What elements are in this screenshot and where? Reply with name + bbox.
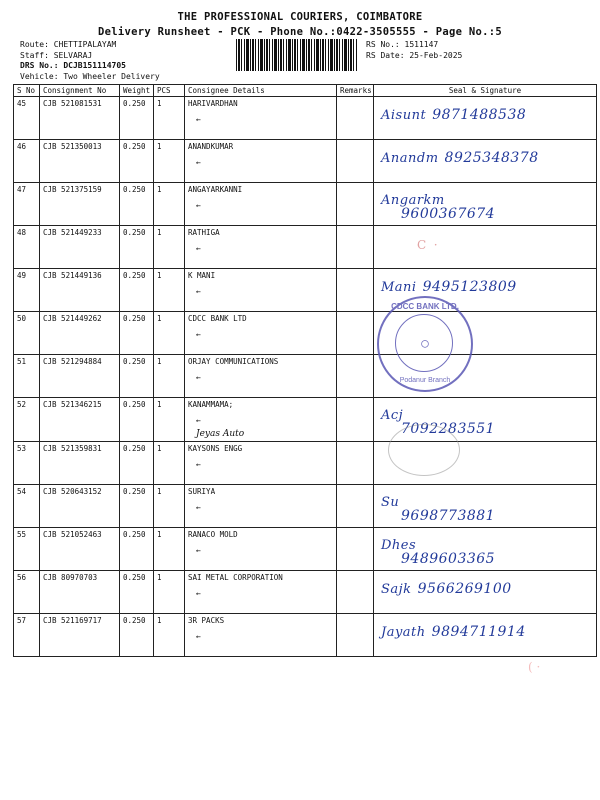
table-row xyxy=(14,269,597,312)
signature-name: Jayath xyxy=(381,625,426,640)
cell-pcs: 1 xyxy=(154,398,185,442)
col-remarks: Remarks xyxy=(337,85,374,97)
table-row xyxy=(14,355,597,398)
table-row xyxy=(14,528,597,571)
consignee-name: KANAMMAMA; xyxy=(188,400,234,409)
cell-weight: 0.250 xyxy=(120,97,154,140)
consignee-handwritten-note: Jeyas Auto xyxy=(196,429,245,439)
cell-sno: 53 xyxy=(14,442,40,485)
cell-pcs: 1 xyxy=(154,355,185,398)
red-ink-mark: ( · xyxy=(528,660,541,674)
signature-phone: 9698773881 xyxy=(401,508,496,524)
cell-pcs: 1 xyxy=(154,528,185,571)
signature-name: Aisunt xyxy=(381,108,427,123)
handwritten-signature xyxy=(381,107,593,123)
table-row xyxy=(14,312,597,355)
cell-remarks xyxy=(337,140,374,183)
runsheet-table xyxy=(13,84,597,657)
cell-consignee xyxy=(185,97,337,140)
company-title: THE PROFESSIONAL COURIERS, COIMBATORE xyxy=(177,11,423,23)
signature-phone: 8925348378 xyxy=(444,150,539,166)
cell-remarks xyxy=(337,269,374,312)
cell-pcs: 1 xyxy=(154,269,185,312)
cell-sno: 48 xyxy=(14,226,40,269)
tick-mark-icon: ← xyxy=(196,158,201,167)
cell-weight: 0.250 xyxy=(120,140,154,183)
cell-signature xyxy=(374,226,597,269)
signature-name: Anandm xyxy=(381,151,439,166)
cell-remarks xyxy=(337,528,374,571)
col-pcs: PCS xyxy=(154,85,185,97)
barcode xyxy=(236,39,358,71)
cell-consignment-no: CJB 521052463 xyxy=(40,528,120,571)
col-consignee: Consignee Details xyxy=(185,85,337,97)
cell-signature xyxy=(374,614,597,657)
cell-remarks xyxy=(337,97,374,140)
table-row xyxy=(14,398,597,442)
handwritten-signature xyxy=(381,495,593,524)
consignee-name: RANACO MOLD xyxy=(188,530,238,539)
staff-label: Staff: SELVARAJ xyxy=(20,50,93,60)
signature-phone: 9871488538 xyxy=(432,107,527,123)
cell-sno: 52 xyxy=(14,398,40,442)
cell-pcs: 1 xyxy=(154,614,185,657)
signature-name: Angarkm xyxy=(381,193,445,208)
cell-consignee xyxy=(185,140,337,183)
cell-weight: 0.250 xyxy=(120,485,154,528)
cell-signature xyxy=(374,571,597,614)
cell-consignment-no: CJB 521375159 xyxy=(40,183,120,226)
signature-phone: 9894711914 xyxy=(431,624,526,640)
cell-consignee xyxy=(185,485,337,528)
cell-signature xyxy=(374,528,597,571)
route-label: Route: CHETTIPALAYAM xyxy=(20,40,117,49)
tick-mark-icon: ← xyxy=(196,201,201,210)
signature-name: Su xyxy=(381,495,400,510)
rs-number: RS No.: 1511147 xyxy=(366,40,439,49)
handwritten-signature xyxy=(381,624,593,640)
cell-sno: 49 xyxy=(14,269,40,312)
cell-consignee xyxy=(185,226,337,269)
cell-consignee xyxy=(185,183,337,226)
cell-remarks xyxy=(337,398,374,442)
table-row xyxy=(14,140,597,183)
vehicle-label: Vehicle: Two Wheeler Delivery xyxy=(20,71,160,81)
cell-pcs: 1 xyxy=(154,226,185,269)
table-body xyxy=(14,97,597,657)
signature-name: Acj xyxy=(381,408,404,423)
consignee-name: K MANI xyxy=(188,271,216,280)
tick-mark-icon: ← xyxy=(196,244,201,253)
consignee-name: RATHIGA xyxy=(188,228,220,237)
table-row xyxy=(14,614,597,657)
table-row xyxy=(14,442,597,485)
faint-seal-stamp xyxy=(388,424,460,476)
cell-weight: 0.250 xyxy=(120,226,154,269)
cell-weight: 0.250 xyxy=(120,442,154,485)
cell-remarks xyxy=(337,571,374,614)
cell-consignee xyxy=(185,269,337,312)
table-row xyxy=(14,485,597,528)
table-row xyxy=(14,571,597,614)
runsheet-meta-right xyxy=(366,40,462,61)
cell-signature xyxy=(374,97,597,140)
cell-pcs: 1 xyxy=(154,442,185,485)
cell-sno: 57 xyxy=(14,614,40,657)
cell-pcs: 1 xyxy=(154,183,185,226)
consignee-name: CDCC BANK LTD xyxy=(188,314,247,323)
consignee-name: ANGAYARKANNI xyxy=(188,185,243,194)
cell-sno: 56 xyxy=(14,571,40,614)
handwritten-signature xyxy=(381,279,593,295)
signature-phone: 9489603365 xyxy=(401,551,496,567)
consignee-name: KAYSONS ENGG xyxy=(188,444,243,453)
cell-remarks xyxy=(337,183,374,226)
cell-sno: 46 xyxy=(14,140,40,183)
runsheet-title: Delivery Runsheet - PCK - Phone No.:0422-3505555 - Page No.:5 xyxy=(98,26,502,38)
cell-weight: 0.250 xyxy=(120,528,154,571)
cell-consignee xyxy=(185,398,337,442)
cell-consignment-no: CJB 521081531 xyxy=(40,97,120,140)
cell-sno: 50 xyxy=(14,312,40,355)
signature-phone: 7092283551 xyxy=(401,421,496,437)
cell-weight: 0.250 xyxy=(120,355,154,398)
cell-signature xyxy=(374,485,597,528)
tick-mark-icon: ← xyxy=(196,416,201,425)
consignee-name: ANANDKUMAR xyxy=(188,142,234,151)
signature-phone: 9495123809 xyxy=(422,279,517,295)
col-seal-signature: Seal & Signature xyxy=(374,85,597,97)
tick-mark-icon: ← xyxy=(196,632,201,641)
drs-number: DRS No.: DCJB151114705 xyxy=(20,61,126,70)
table-header-row xyxy=(14,85,597,97)
consignee-name: SAI METAL CORPORATION xyxy=(188,573,283,582)
consignee-name: HARIVARDHAN xyxy=(188,99,238,108)
tick-mark-icon: ← xyxy=(196,115,201,124)
cell-pcs: 1 xyxy=(154,312,185,355)
consignee-name: 3R PACKS xyxy=(188,616,225,625)
signature-name: Dhes xyxy=(381,538,417,553)
cell-remarks xyxy=(337,485,374,528)
cell-pcs: 1 xyxy=(154,571,185,614)
tick-mark-icon: ← xyxy=(196,330,201,339)
cell-remarks xyxy=(337,614,374,657)
cell-consignment-no: CJB 521449136 xyxy=(40,269,120,312)
table-row xyxy=(14,183,597,226)
tick-mark-icon: ← xyxy=(196,460,201,469)
signature-phone: 9566269100 xyxy=(417,581,512,597)
cell-remarks xyxy=(337,442,374,485)
stamp-bottom-text: Podanur Branch xyxy=(399,377,451,384)
cell-weight: 0.250 xyxy=(120,312,154,355)
handwritten-signature xyxy=(381,193,593,222)
cell-sno: 47 xyxy=(14,183,40,226)
col-weight: Weight xyxy=(120,85,154,97)
cell-consignment-no: CJB 521449233 xyxy=(40,226,120,269)
cell-sno: 45 xyxy=(14,97,40,140)
cell-weight: 0.250 xyxy=(120,398,154,442)
cell-consignee xyxy=(185,312,337,355)
consignee-name: SURIYA xyxy=(188,487,216,496)
handwritten-signature xyxy=(381,150,593,166)
runsheet-meta-left xyxy=(20,40,160,82)
faint-red-mark: C · xyxy=(417,238,438,252)
cell-consignment-no: CJB 521169717 xyxy=(40,614,120,657)
cell-consignment-no: CJB 521294884 xyxy=(40,355,120,398)
cell-sno: 55 xyxy=(14,528,40,571)
stamp-top-text: CDCC BANK LTD. xyxy=(391,302,459,311)
consignee-name: ORJAY COMMUNICATIONS xyxy=(188,357,279,366)
cell-consignee xyxy=(185,571,337,614)
cell-signature xyxy=(374,183,597,226)
runsheet-table-wrap xyxy=(13,84,596,641)
tick-mark-icon: ← xyxy=(196,287,201,296)
cell-weight: 0.250 xyxy=(120,571,154,614)
stamp-emblem-icon: ◯ xyxy=(421,336,429,350)
bank-seal-stamp xyxy=(377,296,473,392)
cell-consignment-no: CJB 80970703 xyxy=(40,571,120,614)
handwritten-signature xyxy=(381,581,593,597)
cell-consignee xyxy=(185,528,337,571)
table-row xyxy=(14,226,597,269)
signature-name: Mani xyxy=(381,280,417,295)
cell-consignee xyxy=(185,355,337,398)
cell-remarks xyxy=(337,355,374,398)
cell-consignee xyxy=(185,442,337,485)
handwritten-signature xyxy=(381,538,593,567)
tick-mark-icon: ← xyxy=(196,546,201,555)
cell-pcs: 1 xyxy=(154,97,185,140)
cell-consignee xyxy=(185,614,337,657)
tick-mark-icon: ← xyxy=(196,373,201,382)
tick-mark-icon: ← xyxy=(196,503,201,512)
cell-sno: 54 xyxy=(14,485,40,528)
cell-weight: 0.250 xyxy=(120,614,154,657)
cell-sno: 51 xyxy=(14,355,40,398)
cell-consignment-no: CJB 520643152 xyxy=(40,485,120,528)
table-row xyxy=(14,97,597,140)
rs-date: RS Date: 25-Feb-2025 xyxy=(366,50,463,60)
tick-mark-icon: ← xyxy=(196,589,201,598)
cell-pcs: 1 xyxy=(154,140,185,183)
signature-name: Sajk xyxy=(381,582,412,597)
signature-phone: 9600367674 xyxy=(401,206,496,222)
col-sno: S No xyxy=(14,85,40,97)
cell-remarks xyxy=(337,312,374,355)
cell-weight: 0.250 xyxy=(120,183,154,226)
cell-remarks xyxy=(337,226,374,269)
cell-signature xyxy=(374,140,597,183)
cell-consignment-no: CJB 521346215 xyxy=(40,398,120,442)
cell-consignment-no: CJB 521350013 xyxy=(40,140,120,183)
cell-consignment-no: CJB 521359831 xyxy=(40,442,120,485)
cell-weight: 0.250 xyxy=(120,269,154,312)
cell-pcs: 1 xyxy=(154,485,185,528)
cell-consignment-no: CJB 521449262 xyxy=(40,312,120,355)
col-consignment: Consignment No xyxy=(40,85,120,97)
